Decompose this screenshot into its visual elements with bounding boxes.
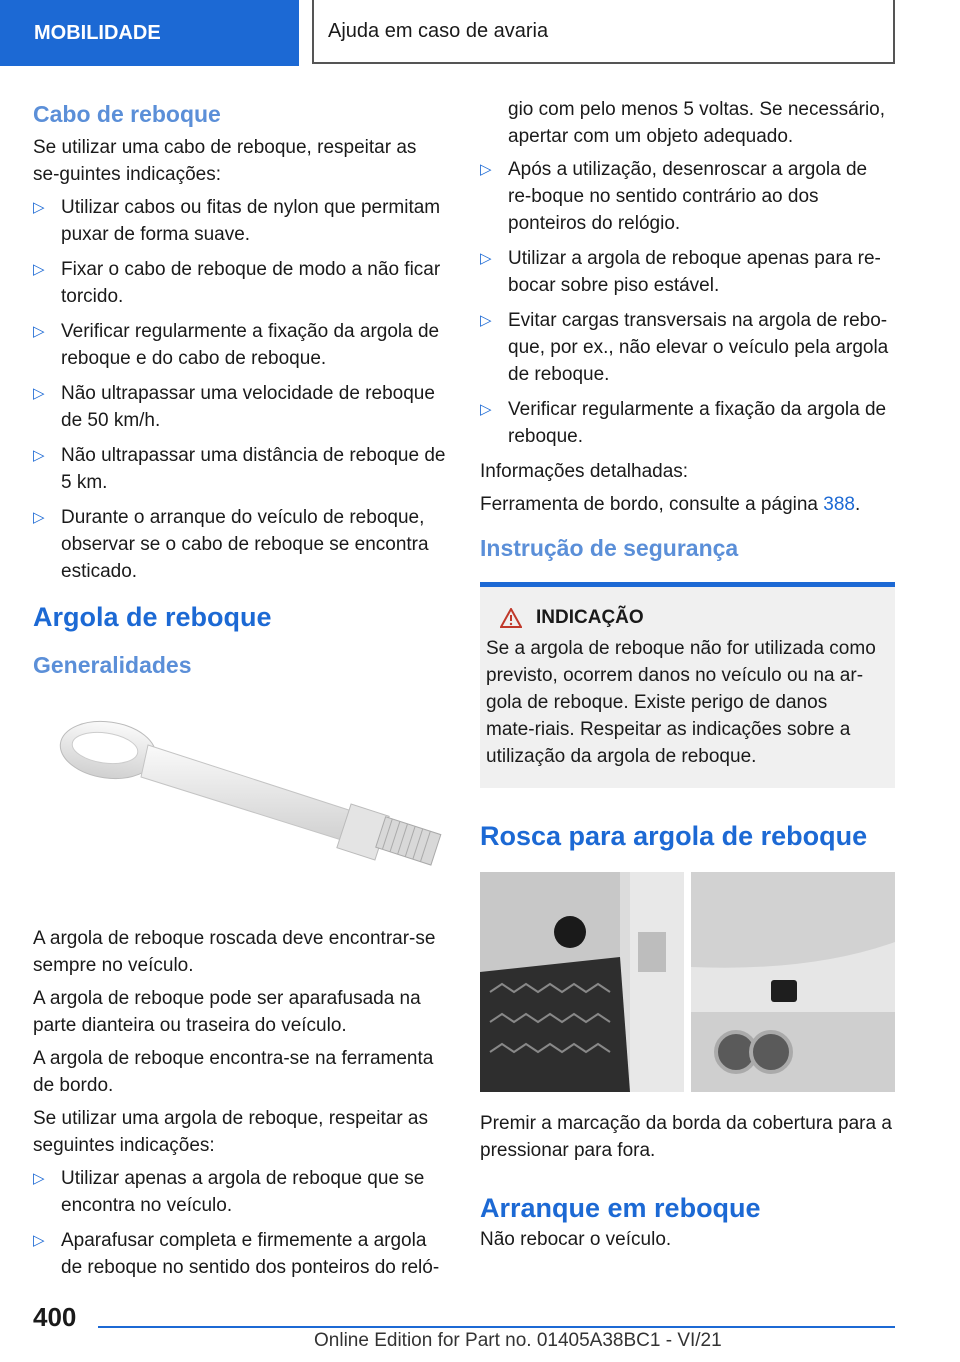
list-item: ▷ Utilizar apenas a argola de reboque que se encontra no veículo. bbox=[33, 1165, 448, 1219]
list-item: ▷ Não ultrapassar uma distância de reboque de 5 km. bbox=[33, 442, 448, 496]
note-text: Se a argola de reboque não for utilizada como previsto, ocorrem danos no veículo ou na ar-gola de reboque. Existe perigo de danos mate-riais. Respeitar as indicações sobre a utilização da argola de reboque. bbox=[486, 638, 876, 767]
warning-note bbox=[480, 582, 895, 788]
list-item: ▷ Aparafusar completa e firmemente a argola de reboque no sentido dos ponteiros do reló- bbox=[33, 1227, 448, 1281]
chapter-header bbox=[312, 0, 895, 64]
triangle-bullet-icon: ▷ bbox=[480, 161, 492, 178]
heading-rosca: Rosca para argola de reboque bbox=[480, 821, 868, 851]
page-number: 400 bbox=[33, 1302, 77, 1332]
triangle-bullet-icon: ▷ bbox=[480, 401, 492, 418]
paragraph: A argola de reboque encontra-se na ferramenta de bordo. bbox=[33, 1048, 434, 1096]
triangle-bullet-icon: ▷ bbox=[33, 199, 45, 216]
list-item: ▷ Após a utilização, desenroscar a argola de re-boque no sentido contrário ao dos ponteiros do relógio. bbox=[480, 156, 895, 237]
bullet-list-cabo bbox=[33, 194, 448, 585]
heading-seguranca: Instrução de segurança bbox=[480, 535, 739, 561]
triangle-bullet-icon: ▷ bbox=[33, 1170, 45, 1187]
left-column bbox=[33, 98, 448, 1289]
paragraph: A argola de reboque roscada deve encontrar-se sempre no veículo. bbox=[33, 928, 436, 976]
list-item: ▷ Verificar regularmente a fixação da argola de reboque e do cabo de reboque. bbox=[33, 318, 448, 372]
heading-arranque: Arranque em reboque bbox=[480, 1193, 761, 1223]
triangle-bullet-icon: ▷ bbox=[33, 261, 45, 278]
triangle-bullet-icon: ▷ bbox=[33, 385, 45, 402]
triangle-bullet-icon: ▷ bbox=[480, 312, 492, 329]
footer-divider bbox=[98, 1326, 895, 1328]
edition-note: Online Edition for Part no. 01405A38BC1 - VI/21 bbox=[314, 1330, 722, 1351]
info-label: Informações detalhadas: bbox=[480, 461, 689, 482]
section-title: MOBILIDADE bbox=[34, 21, 161, 44]
list-item: ▷ Evitar cargas transversais na argola de rebo-que, por ex., não elevar o veículo pela argola de reboque. bbox=[480, 307, 895, 388]
bullet-list-right bbox=[480, 156, 895, 450]
list-item: ▷ Verificar regularmente a fixação da argola de reboque. bbox=[480, 396, 895, 450]
note-header bbox=[500, 607, 881, 629]
section-tab[interactable] bbox=[0, 0, 299, 66]
list-item: ▷ Fixar o cabo de reboque de modo a não ficar torcido. bbox=[33, 256, 448, 310]
list-item: ▷ Utilizar cabos ou fitas de nylon que permitam puxar de forma suave. bbox=[33, 194, 448, 248]
right-column bbox=[480, 96, 895, 1259]
front-bumper-photo bbox=[480, 872, 684, 1092]
paragraph: A argola de reboque pode ser aparafusada na parte dianteira ou traseira do veículo. bbox=[33, 988, 421, 1036]
list-item: ▷ Não ultrapassar uma velocidade de reboque de 50 km/h. bbox=[33, 380, 448, 434]
paragraph-arranque: Não rebocar o veículo. bbox=[480, 1229, 672, 1250]
triangle-bullet-icon: ▷ bbox=[480, 250, 492, 267]
triangle-bullet-icon: ▷ bbox=[33, 509, 45, 526]
bullet-list-argola bbox=[33, 1165, 448, 1281]
list-item: ▷ Utilizar a argola de reboque apenas para re-bocar sobre piso estável. bbox=[480, 245, 895, 299]
triangle-bullet-icon: ▷ bbox=[33, 323, 45, 340]
note-title: INDICAÇÃO bbox=[536, 607, 644, 628]
photo-row bbox=[480, 872, 895, 1092]
list-item: ▷ Durante o arranque do veículo de reboque, observar se o cabo de reboque se encontra esticado. bbox=[33, 504, 448, 585]
page-link[interactable]: 388 bbox=[823, 494, 855, 515]
paragraph: Se utilizar uma argola de reboque, respeitar as seguintes indicações: bbox=[33, 1108, 429, 1156]
chapter-title: Ajuda em caso de avaria bbox=[328, 19, 549, 42]
rear-bumper-photo bbox=[691, 872, 895, 1092]
heading-cabo: Cabo de reboque bbox=[33, 101, 221, 127]
tow-eye-illustration bbox=[33, 705, 448, 910]
paragraph-rosca: Premir a marcação da borda da cobertura para a pressionar para fora. bbox=[480, 1113, 892, 1161]
heading-generalidades: Generalidades bbox=[33, 652, 192, 678]
triangle-bullet-icon: ▷ bbox=[33, 1232, 45, 1249]
triangle-bullet-icon: ▷ bbox=[33, 447, 45, 464]
paragraph-cabo: Se utilizar uma cabo de reboque, respeitar as se-guintes indicações: bbox=[33, 137, 417, 185]
warning-triangle-icon bbox=[500, 608, 522, 628]
heading-argola: Argola de reboque bbox=[33, 602, 272, 632]
continued-paragraph: gio com pelo menos 5 voltas. Se necessário, apertar com um objeto adequado. bbox=[508, 99, 886, 147]
info-reference: Ferramenta de bordo, consulte a página 388. bbox=[480, 494, 861, 515]
